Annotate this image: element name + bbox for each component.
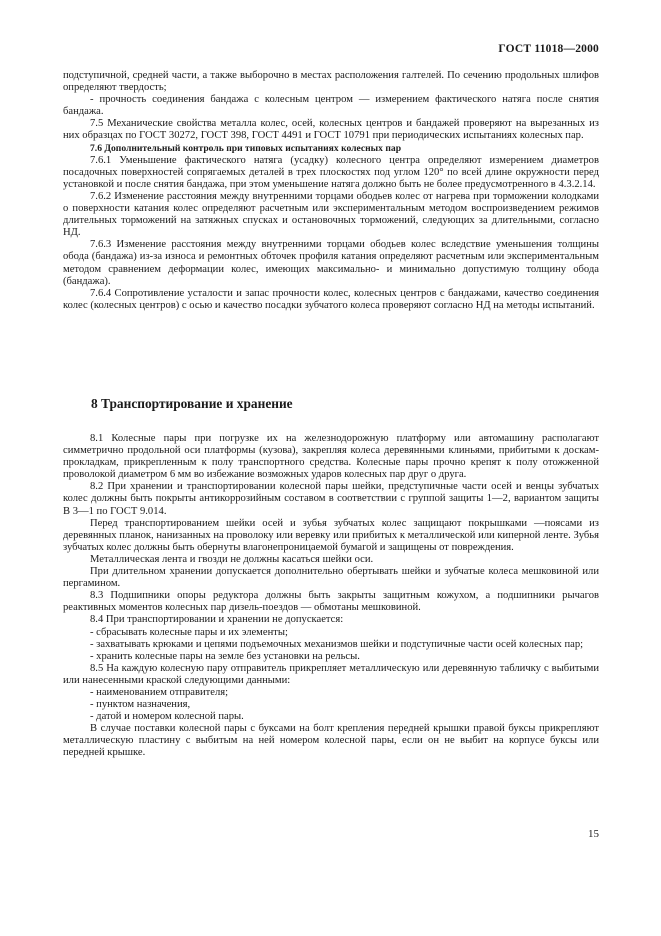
paragraph: 8.3 Подшипники опоры редуктора должны быть закрыты защитным кожухом, а подшипники рычагов реактивных моментов колесных пар дизель-поездов — обмотаны мешковиной. [63, 590, 599, 614]
standard-header: ГОСТ 11018—2000 [498, 43, 599, 55]
paragraph: 7.6.1 Уменьшение фактического натяга (усадку) колесного центра определяют измерением диаметров посадочных поверхностей сопрягаемых деталей в трех плоскостях под углом 120° по всей длине окружности перед установкой и после снятия бандажа, при этом уменьшение натяга должно быть не более предусмотренного в 4.3.2.14. [63, 154, 599, 190]
section-8-title: 8 Транспортирование и хранение [91, 396, 293, 411]
paragraph: Металлическая лента и гвозди не должны касаться шейки оси. [90, 553, 374, 565]
paragraph: - датой и номером колесной пары. [90, 711, 244, 723]
paragraph: 7.6.3 Изменение расстояния между внутренними торцами ободьев колес вследствие уменьшения толщины обода (бандажа) из-за износа и ремонтных обточек профиля катания определяют расчетным или экспериментальным методом сравнением деформации колес, имеющих максимально- и минимально допустимую толщину обода (бандажа). [63, 239, 599, 287]
paragraph: При длительном хранении допускается дополнительно обертывать шейки и зубчатые колеса мешковиной или пергамином. [63, 566, 599, 590]
paragraph: 8.4 При транспортировании и хранении не допускается: [90, 614, 344, 626]
section-8-text [63, 433, 599, 760]
section-7-text [63, 70, 599, 312]
paragraph: 7.6 Дополнительный контроль при типовых испытаниях колесных пар [90, 142, 402, 154]
paragraph: В случае поставки колесной пары с буксами на болт крепления передней крышки правой буксы прикрепляют металлическую пластину с выбитым на ней номером колесной пары, если он не выбит на корпусе буксы или передней крышке. [63, 723, 599, 759]
paragraph: 8.1 Колесные пары при погрузке их на железнодорожную платформу или автомашину располагают симметрично продольной оси платформы (кузова), закрепляя колеса деревянными клиньями, прибитыми к доскам-прокладкам, прикрепленным к полу транспортного средства. Колесные пары прочно крепят к полу отожженной проволокой диаметром 6 мм во избежание возможных ударов колесных пар друг о друга. [63, 433, 599, 481]
page-number: 15 [588, 828, 599, 840]
paragraph: - наименованием отправителя; [90, 686, 229, 698]
paragraph: - хранить колесные пары на земле без установки на рельсы. [90, 650, 360, 662]
paragraph: 7.6.2 Изменение расстояния между внутренними торцами ободьев колес от нагрева при торможении колодками о поверхности катания колес определяют расчетным или экспериментальным методом воспроизведением режимов длительных торможений на затяжных спусках и остановочных торможений, следующих за длительными, согласно НД. [63, 190, 599, 239]
paragraph: 8.2 При хранении и транспортировании колесной пары шейки, предступичные части осей и венцы зубчатых колес должны быть покрыты антикоррозийным составом в соответствии с группой защиты 1—2, вариантом защиты В 3—1 по ГОСТ 9.014. [63, 481, 599, 517]
paragraph: Перед транспортированием шейки осей и зубья зубчатых колес защищают покрышками —поясами из деревянных планок, нанизанных на проволоку или веревку или прибитых к металлической или киперной ленте. Зубья зубчатых колес должны быть обернуты влагонепроницаемой бумагой и защищены от повреждения. [63, 517, 599, 553]
paragraph: 7.6.4 Сопротивление усталости и запас прочности колес, колесных центров с бандажами, качество соединения колес (колесных центров) с осью и качество посадки зубчатого колеса проверяют согласно НД на методы испытаний. [63, 287, 599, 311]
paragraph: подступичной, средней части, а также выборочно в местах расположения галтелей. По сечению продольных шлифов определяют твердость; [63, 70, 599, 94]
paragraph: - пунктом назначения, [90, 699, 191, 711]
paragraph: - сбрасывать колесные пары и их элементы; [90, 626, 288, 638]
paragraph: - прочность соединения бандажа с колесным центром — измерением фактического натяга после снятия бандажа. [63, 94, 599, 118]
paragraph: 7.5 Механические свойства металла колес, осей, колесных центров и бандажей проверяют на вырезанных из них образцах по ГОСТ 30272, ГОСТ 398, ГОСТ 4491 и ГОСТ 10791 при периодических испытаниях колесных пар. [63, 118, 599, 142]
paragraph: - захватывать крюками и цепями подъемочных механизмов шейки и подступичные части осей колесных пар; [90, 638, 584, 650]
paragraph: 8.5 На каждую колесную пару отправитель прикрепляет металлическую или деревянную табличку с выбитыми или нанесенными краской следующими данными: [63, 662, 599, 686]
